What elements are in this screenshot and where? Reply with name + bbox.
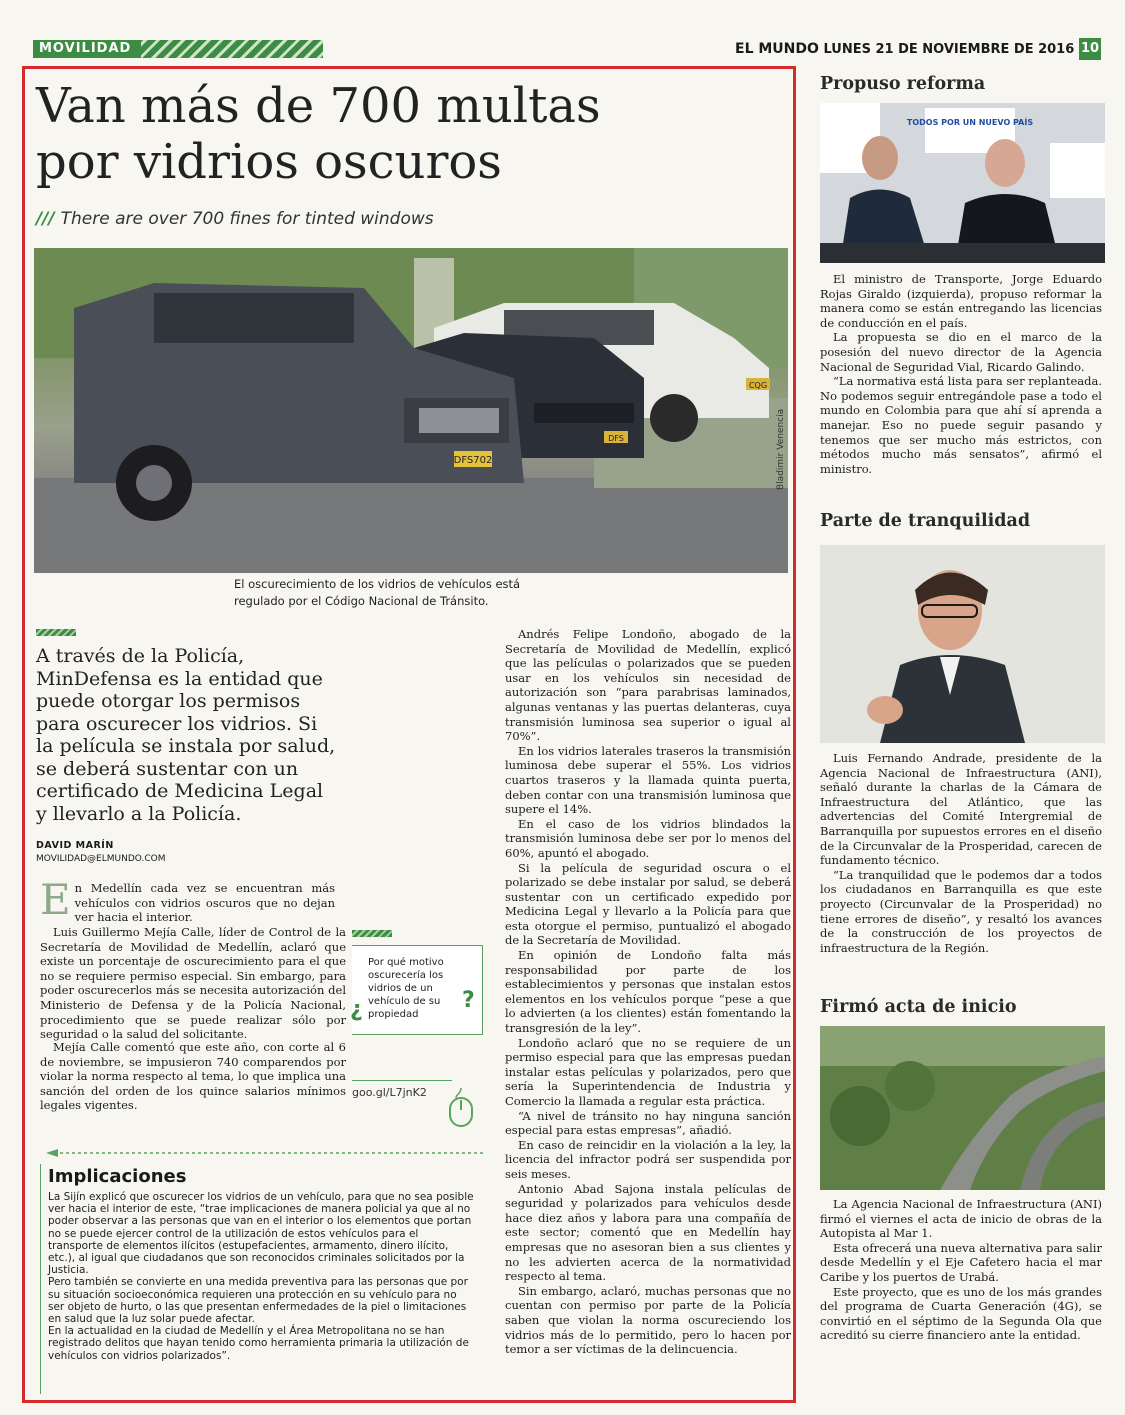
implicaciones-text xyxy=(48,1191,476,1362)
sidebar-paragraph: La propuesta se dio en el marco de la posesión del nuevo director de la Agencia Nacional de Seguridad Vial, Ricardo Galindo. xyxy=(820,330,1102,374)
body-paragraph: Antonio Abad Sajona instala películas de seguridad y polarizados para vehículos desde hace diez años y labora para una compañía de este sector; comentó que en Medellín hay empresas que no asesoran bien a sus clientes y no les advierten acerca de la normatividad respecto al tema. xyxy=(505,1181,791,1284)
body-intro-text: n Medellín cada vez se encuentran más vehículos con vidrios oscuros que no dejan ver hacia el interior. xyxy=(74,881,335,925)
sidebar-text-parte-tranquilidad xyxy=(820,751,1102,955)
body-paragraph: Andrés Felipe Londoño, abogado de la Secretaría de Movilidad de Medellín, explicó que las películas o polarizados que se pueden usar en los vehículos sin necesidad de autorización son “para parabrisas laminados, algunas ventanas y las puertas delanteras, cuya transmisión luminosa sea superior o igual al 70%”. xyxy=(505,627,791,744)
sidebar-paragraph: El ministro de Transporte, Jorge Eduardo Rojas Giraldo (izquierda), propuso reformar la manera como se están entregando las licencias de conducción en el país. xyxy=(820,272,1102,330)
sidebar-photo-ministers xyxy=(820,103,1105,263)
dropcap: E xyxy=(40,875,71,924)
portrait-illustration xyxy=(820,545,1105,743)
implicaciones-paragraph: En la actualidad en la ciudad de Medellín y el Área Metropolitana no se han registrado delitos que hayan tenido como herramienta primaria la utilización de vehículos con vidrios polarizados”. xyxy=(48,1325,469,1362)
sidebar-paragraph: “La tranquilidad que le podemos dar a todos los ciudadanos en Barranquilla es que este proyecto (Circunvalar de la Prosperidad) no tiene errores de diseño”, y resaltó los avances de la construcción de los proyectos de infraestructura de la Región. xyxy=(820,867,1102,955)
sidebar-title-parte-tranquilidad: Parte de tranquilidad xyxy=(820,511,1031,531)
sidebar-photo-andrade xyxy=(820,545,1105,743)
implicaciones-paragraph: Pero también se convierte en una medida preventiva para las personas que por su situación socioeconómica requieren una protección en su vehículo para no ser objeto de hurto, o las que presentan enfermedades de la piel o limitaciones en salud que la luz solar puede afectar. xyxy=(48,1276,468,1326)
question-link-rule xyxy=(352,1080,452,1081)
page-number: 10 xyxy=(1079,38,1101,60)
headline-line-2: por vidrios oscuros xyxy=(36,134,502,190)
masthead xyxy=(735,38,1074,60)
parked-cars-illustration xyxy=(34,248,788,573)
body-paragraph-3 xyxy=(40,1040,346,1113)
body-paragraph: Si la película de seguridad oscura o el polarizado se debe instalar por salud, se deberá sustentar con un certificado expedido por Medicina Legal y llevarlo a la Policía para que esta otorgue el permiso, puntualizó el abogado de la Secretaría de Movilidad. xyxy=(505,860,791,948)
body-paragraph: “A nivel de tránsito no hay ninguna sanción especial para estas empresas”, añadió. xyxy=(505,1108,791,1138)
sidebar-paragraph: “La normativa está lista para ser replanteada. No podemos seguir entregándole pase a todo el mundo en Colombia para que ahí sí aprenda a manejar. Eso no puede seguir pasando y tenemos que ser mucho más estrictos, con métodos mucho más sensatos”, afirmó el ministro. xyxy=(820,374,1103,476)
body-paragraph: En opinión de Londoño falta más responsabilidad por parte de los establecimientos y personas que instalan estos elementos en los vehículos porque “pese a que lo advierten (a los clientes) están fomentando la transgresión de la ley”. xyxy=(505,948,791,1036)
subhead-text: There are over 700 fines for tinted windows xyxy=(60,209,434,229)
lead-paragraph: A través de la Policía, MinDefensa es la entidad que puede otorgar los permisos para oscurecer los vidrios. Si la película se instala por salud, se deberá sustentar con un certificado de Medicina Legal y llevarlo a la Policía. xyxy=(36,645,336,825)
headline xyxy=(36,78,776,190)
body-paragraph: Sin embargo, aclaró, muchas personas que no cuentan con permiso por parte de la Policía saben que violan la norma oscureciendo los vidrios más de lo permitido, pero lo hacen por temor a ser víctimas de la delincuencia. xyxy=(505,1283,791,1357)
svg-text:DFS: DFS xyxy=(608,434,624,443)
implicaciones-title: Implicaciones xyxy=(48,1166,187,1187)
svg-text:CQG: CQG xyxy=(748,381,768,390)
issue-date: LUNES 21 DE NOVIEMBRE DE 2016 xyxy=(823,42,1075,57)
sidebar-paragraph: Luis Fernando Andrade, presidente de la Agencia Nacional de Infraestructura (ANI), señaló durante la charlas de la Cámara de Infraestructura del Atlántico, que las advertencias del Comité Intergremial de Barranquilla por supuestos errores en el diseño de la Circunvalar de la Prosperidad, carecen de fundamento técnico. xyxy=(820,751,1102,868)
sidebar-text-firmo-acta xyxy=(820,1197,1102,1343)
body-intro xyxy=(40,875,335,925)
body-p2-text: Luis Guillermo Mejía Calle, líder de Control de la Secretaría de Movilidad de Medellín, aclaró que existe un porcentaje de oscurecimiento para el que no se requiere permiso especial. Sin embargo, para poder oscurecerlos más se necesita autorización del Ministerio de Defensa y de la Policía Nacional, procedimiento que se puede realizar sólo por seguridad o la salud del solicitante. xyxy=(40,925,346,1042)
sidebar-paragraph: Este proyecto, que es uno de los más grandes del programa de Cuarta Generación (4G), se convirtió en el séptimo de la Segunda Ola que acreditó su cierre financiero ante la entidad. xyxy=(820,1284,1102,1343)
banner-text: TODOS POR UN NUEVO PAÍS xyxy=(906,118,1034,127)
question-box-marker xyxy=(352,930,392,937)
body-paragraph: En los vidrios laterales traseros la transmisión luminosa debe superar el 55%. Los vidrios cuartos traseros y la llamada quinta puerta, deben contar con una transmisión luminosa que supere el 14%. xyxy=(505,743,791,817)
photo-caption: El oscurecimiento de los vidrios de vehículos está regulado por el Código Nacional de Tránsito. xyxy=(234,577,521,608)
question-text: Por qué motivo oscurecería los vidrios de un vehículo de su propiedad xyxy=(368,957,444,1020)
body-paragraph: En el caso de los vidrios blindados la transmisión luminosa debe ser por lo menos del 60%, apuntó el abogado. xyxy=(505,816,791,860)
implicaciones-paragraph: La Sijín explicó que oscurecer los vidrios de un vehículo, para que no sea posible ver hacia el interior de este, “trae implicaciones de manera policial ya que al no poder observar a las personas que van en el interior o los elementos que portan no se puede ejercer control de la utilización de estos vehículos para el transporte de elementos ilícitos (estupefacientes, armamento, dinero ilícito, etc.), al igual que ciudadanos que son reconocidos criminales solicitados por la Justicia. xyxy=(48,1191,474,1277)
author-name: DAVID MARÍN xyxy=(36,840,114,851)
sidebar-paragraph: Esta ofrecerá una nueva alternativa para salir desde Medellín y el Eje Cafetero hacia el mar Caribe y los puertos de Urabá. xyxy=(820,1240,1102,1284)
subhead-marker: /// xyxy=(36,209,55,229)
photo-credit: Bladimir Venencia xyxy=(776,408,786,490)
main-photo xyxy=(34,248,788,573)
svg-text:DFS702: DFS702 xyxy=(453,455,493,466)
lead-marker xyxy=(36,629,76,636)
mouse-icon xyxy=(448,1088,474,1128)
press-conference-illustration xyxy=(820,103,1105,263)
question-open-mark: ¿ xyxy=(350,997,363,1022)
question-link[interactable]: goo.gl/L7jnK2 xyxy=(352,1086,427,1099)
section-label: MOVILIDAD xyxy=(33,40,141,58)
sidebar-title-propuso-reforma: Propuso reforma xyxy=(820,74,986,94)
question-close-mark: ? xyxy=(462,988,475,1013)
body-paragraph-2 xyxy=(40,925,346,1042)
sidebar-photo-highway xyxy=(820,1026,1105,1190)
body-right-column xyxy=(505,627,791,1357)
body-paragraph: En caso de reincidir en la violación a la ley, la licencia del infractor podrá ser suspendida por seis meses. xyxy=(505,1137,791,1181)
pencil-divider-icon xyxy=(46,1148,486,1158)
sidebar-paragraph: La Agencia Nacional de Infraestructura (ANI) firmó el viernes el acta de inicio de obras de la Autopista al Mar 1. xyxy=(820,1197,1102,1241)
subheadline xyxy=(36,209,434,229)
brand-name: EL MUNDO xyxy=(735,41,819,57)
headline-line-1: Van más de 700 multas xyxy=(36,78,601,134)
highway-aerial-illustration xyxy=(820,1026,1105,1190)
body-paragraph: Londoño aclaró que no se requiere de un permiso especial para que las empresas puedan instalar estas películas y polarizados, pero que sería la Superintendencia de Industria y Comercio la llamada a regular esta práctica. xyxy=(505,1035,791,1108)
sidebar-title-firmo-acta: Firmó acta de inicio xyxy=(820,997,1017,1017)
body-p3-text: Mejía Calle comentó que este año, con corte al 6 de noviembre, se impusieron 740 comparendos por violar la norma respecto al tema, lo que implica una sanción del orden de los quince salarios mínimos legales vigentes. xyxy=(40,1040,346,1113)
author-email: MOVILIDAD@ELMUNDO.COM xyxy=(36,854,166,864)
sidebar-text-propuso-reforma xyxy=(820,272,1102,476)
